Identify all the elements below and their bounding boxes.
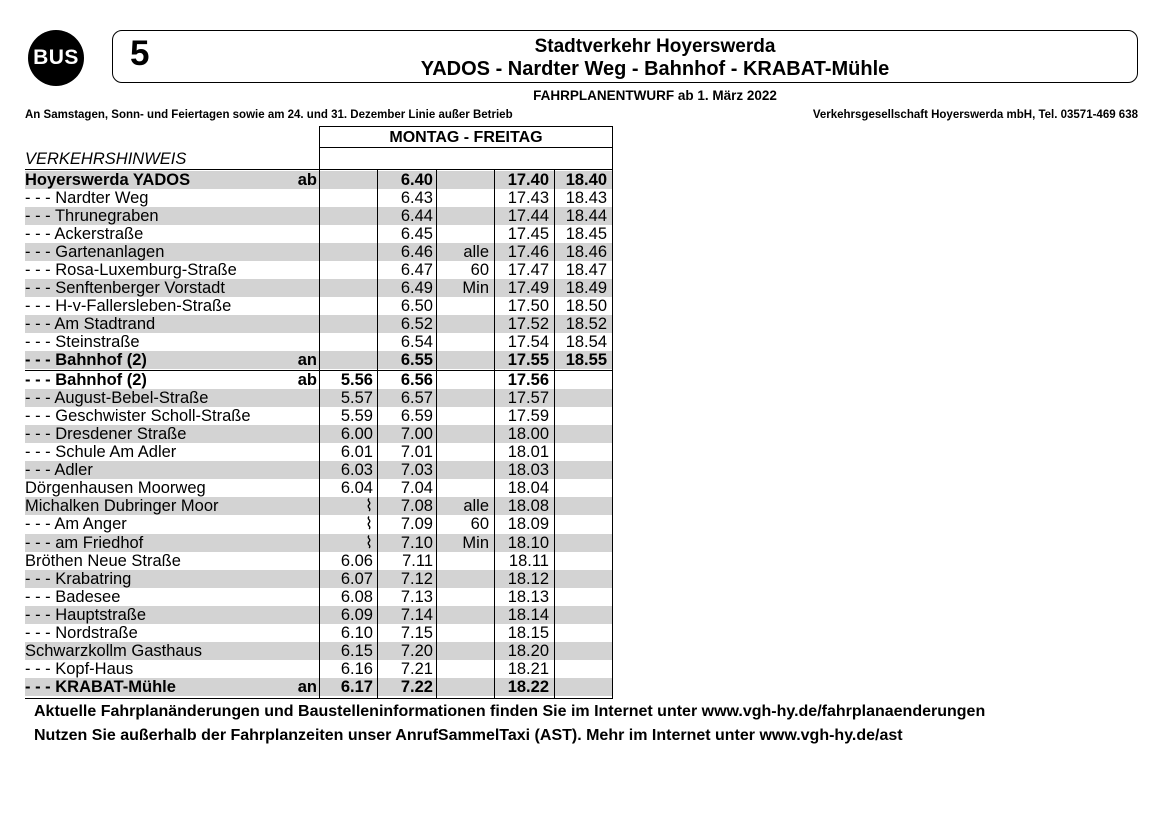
time-col-2: 7.22 — [400, 677, 433, 696]
time-col-1 — [319, 207, 373, 225]
time-col-3 — [439, 624, 489, 642]
time-col-1: 6.16 — [340, 659, 373, 678]
time-col-5 — [555, 588, 607, 606]
time-col-2: 7.03 — [400, 461, 433, 480]
time-col-4: 18.15 — [507, 623, 549, 642]
time-col-5: 18.40 — [565, 170, 607, 189]
time-col-2: 7.09 — [400, 515, 433, 534]
time-col-4: 18.20 — [507, 641, 549, 660]
column-divider — [554, 169, 555, 698]
stop-name: - - - Am Anger — [25, 515, 127, 534]
time-col-1 — [319, 171, 373, 189]
time-col-4: 17.59 — [507, 407, 549, 426]
time-col-3 — [439, 678, 489, 696]
time-col-4: 18.03 — [507, 461, 549, 480]
time-col-4: 18.12 — [507, 569, 549, 588]
stop-name: - - - Bahnhof (2) — [25, 351, 147, 369]
time-col-1 — [319, 261, 373, 279]
time-col-4: 17.56 — [507, 371, 549, 390]
time-col-1: 6.07 — [340, 569, 373, 588]
time-col-4: 17.52 — [507, 314, 549, 333]
stop-marker: an — [297, 351, 317, 369]
time-col-3: Min — [462, 278, 489, 297]
service-note: An Samstagen, Sonn- und Feiertagen sowie am 24. und 31. Dezember Linie außer Betrieb — [25, 109, 513, 121]
time-col-5 — [555, 479, 607, 497]
time-col-4: 17.40 — [507, 170, 549, 189]
stop-marker: ab — [297, 170, 317, 189]
time-col-3 — [439, 588, 489, 606]
time-col-5 — [555, 534, 607, 552]
time-col-3 — [439, 225, 489, 243]
time-col-1: ⌇ — [364, 533, 373, 552]
stop-name: - - - Thrunegraben — [25, 206, 159, 225]
time-col-4: 18.14 — [507, 605, 549, 624]
time-col-1 — [319, 279, 373, 297]
stop-name: - - - Rosa-Luxemburg-Straße — [25, 260, 237, 279]
time-col-5 — [555, 552, 607, 570]
time-col-1: 6.03 — [340, 461, 373, 480]
column-divider — [377, 169, 378, 698]
time-col-3 — [439, 660, 489, 678]
stop-name: - - - Badesee — [25, 587, 121, 606]
time-col-3 — [439, 570, 489, 588]
time-col-5: 18.52 — [565, 314, 607, 333]
column-divider — [494, 169, 495, 698]
time-col-4: 17.43 — [507, 188, 549, 207]
time-col-2: 7.04 — [400, 479, 433, 498]
time-col-5: 18.46 — [565, 242, 607, 261]
time-col-5 — [555, 515, 607, 533]
time-col-4: 17.45 — [507, 224, 549, 243]
time-col-3 — [439, 461, 489, 479]
time-col-5 — [555, 389, 607, 407]
time-col-3 — [439, 371, 489, 389]
time-col-2: 7.00 — [400, 425, 433, 444]
time-col-3: Min — [462, 533, 489, 552]
stop-name: - - - Bahnhof (2) — [25, 371, 147, 390]
time-col-2: 6.56 — [400, 371, 433, 390]
time-col-5 — [555, 642, 607, 660]
time-col-4: 18.00 — [507, 425, 549, 444]
time-col-5: 18.45 — [565, 224, 607, 243]
time-col-3 — [439, 333, 489, 351]
time-col-3 — [439, 479, 489, 497]
time-col-4: 17.50 — [507, 296, 549, 315]
time-col-1: 6.04 — [340, 479, 373, 498]
time-col-1: 6.15 — [340, 641, 373, 660]
time-col-1: 5.56 — [340, 371, 373, 390]
time-col-5: 18.47 — [565, 260, 607, 279]
time-col-4: 18.11 — [508, 551, 549, 570]
time-col-2: 6.54 — [400, 332, 433, 351]
time-col-1: 6.17 — [340, 677, 373, 696]
stop-name: - - - Steinstraße — [25, 332, 140, 351]
time-col-1 — [319, 297, 373, 315]
time-col-3: alle — [463, 497, 489, 516]
column-divider — [436, 169, 437, 698]
time-col-4: 18.21 — [507, 659, 549, 678]
stop-marker: ab — [297, 371, 317, 390]
time-col-1: 5.59 — [340, 407, 373, 426]
time-col-4: 17.47 — [507, 260, 549, 279]
time-col-5 — [555, 425, 607, 443]
time-col-5 — [555, 660, 607, 678]
time-col-3 — [439, 189, 489, 207]
time-col-5 — [555, 606, 607, 624]
time-col-4: 17.46 — [507, 242, 549, 261]
time-col-3 — [439, 425, 489, 443]
time-col-2: 7.15 — [400, 623, 433, 642]
footer-line-1: Aktuelle Fahrplanänderungen und Baustelleninformationen finden Sie im Internet unter www.vgh-hy.de/fahrplanaenderungen — [34, 703, 986, 720]
time-col-4: 18.22 — [507, 677, 549, 696]
time-col-3 — [439, 351, 489, 369]
stop-marker: an — [297, 677, 317, 696]
time-col-3 — [439, 552, 489, 570]
time-col-4: 18.08 — [507, 497, 549, 516]
time-col-5 — [555, 624, 607, 642]
time-col-3 — [439, 606, 489, 624]
time-col-2: 7.12 — [400, 569, 433, 588]
time-col-4: 17.54 — [507, 332, 549, 351]
subtitle: FAHRPLANENTWURF ab 1. März 2022 — [533, 88, 777, 103]
time-col-1 — [319, 243, 373, 261]
time-col-3 — [439, 207, 489, 225]
stop-name: - - - Adler — [25, 461, 93, 480]
title-line-1: Stadtverkehr Hoyerswerda — [534, 36, 776, 57]
stop-name: - - - am Friedhof — [25, 533, 144, 552]
stop-name: - - - H-v-Fallersleben-Straße — [25, 296, 232, 315]
time-col-2: 7.01 — [400, 443, 433, 462]
time-col-2: 7.08 — [400, 497, 433, 516]
time-col-4: 18.04 — [507, 479, 549, 498]
time-col-2: 6.40 — [400, 170, 433, 189]
time-col-4: 18.09 — [507, 515, 549, 534]
time-col-5: 18.44 — [565, 206, 607, 225]
time-col-2: 7.10 — [400, 533, 433, 552]
time-col-3 — [439, 315, 489, 333]
stop-name: - - - Hauptstraße — [25, 605, 147, 624]
day-header: MONTAG - FREITAG — [319, 126, 613, 148]
time-col-5 — [555, 570, 607, 588]
stop-name: Bröthen Neue Straße — [25, 551, 181, 570]
time-col-2: 6.52 — [400, 314, 433, 333]
stop-name: - - - Schule Am Adler — [25, 443, 177, 462]
time-col-3 — [439, 171, 489, 189]
time-col-2: 7.20 — [400, 641, 433, 660]
stop-name: - - - Geschwister Scholl-Straße — [25, 407, 251, 426]
footer-line-2: Nutzen Sie außerhalb der Fahrplanzeiten unser AnrufSammelTaxi (AST). Mehr im Internet unter www.vgh-hy.de/ast — [34, 727, 903, 744]
time-col-5 — [555, 407, 607, 425]
company-info: Verkehrsgesellschaft Hoyerswerda mbH, Tel. 03571-469 638 — [812, 109, 1138, 121]
time-col-2: 6.46 — [400, 242, 433, 261]
time-col-1: 6.06 — [340, 551, 373, 570]
time-col-2: 6.44 — [400, 206, 433, 225]
time-col-2: 6.50 — [400, 296, 433, 315]
time-col-1: 6.09 — [340, 605, 373, 624]
time-col-3: 60 — [470, 515, 489, 534]
time-col-3: alle — [463, 242, 489, 261]
time-col-2: 7.14 — [400, 605, 433, 624]
time-col-1: 6.10 — [340, 623, 373, 642]
stop-name: - - - KRABAT-Mühle — [25, 677, 176, 696]
time-col-3 — [439, 407, 489, 425]
time-col-5: 18.54 — [565, 332, 607, 351]
time-col-4: 18.13 — [507, 587, 549, 606]
column-divider — [319, 126, 320, 698]
time-col-1 — [319, 225, 373, 243]
time-col-5 — [555, 443, 607, 461]
time-col-3 — [439, 297, 489, 315]
stop-name: - - - Nordstraße — [25, 623, 138, 642]
time-col-4: 17.55 — [507, 351, 549, 369]
time-col-1 — [319, 333, 373, 351]
time-col-2: 6.47 — [400, 260, 433, 279]
time-col-5 — [555, 371, 607, 389]
time-col-5: 18.55 — [565, 351, 607, 369]
stop-name: Dörgenhausen Moorweg — [25, 479, 206, 498]
stop-name: - - - Senftenberger Vorstadt — [25, 278, 225, 297]
time-col-2: 6.55 — [400, 351, 433, 369]
time-col-4: 17.44 — [507, 206, 549, 225]
time-col-4: 18.01 — [507, 443, 549, 462]
time-col-1 — [319, 351, 373, 369]
time-col-1: 6.01 — [340, 443, 373, 462]
traffic-hint-label: VERKEHRSHINWEIS — [25, 150, 187, 168]
time-col-3 — [439, 443, 489, 461]
time-col-3: 60 — [470, 260, 489, 279]
time-col-5: 18.50 — [565, 296, 607, 315]
time-col-5 — [555, 497, 607, 515]
time-col-5 — [555, 461, 607, 479]
time-col-4: 17.57 — [507, 389, 549, 408]
stop-name: - - - Krabatring — [25, 569, 132, 588]
time-col-5 — [555, 678, 607, 696]
time-col-2: 7.21 — [400, 659, 433, 678]
time-col-1: 5.57 — [340, 389, 373, 408]
time-col-2: 6.57 — [400, 389, 433, 408]
time-col-2: 6.45 — [400, 224, 433, 243]
time-col-5: 18.49 — [565, 278, 607, 297]
stop-name: Michalken Dubringer Moor — [25, 497, 219, 516]
stop-name: Schwarzkollm Gasthaus — [25, 641, 202, 660]
time-col-1: 6.08 — [340, 587, 373, 606]
time-col-2: 6.49 — [400, 278, 433, 297]
stop-name: - - - Kopf-Haus — [25, 659, 134, 678]
stop-name: - - - Gartenanlagen — [25, 242, 165, 261]
time-col-1: ⌇ — [364, 497, 373, 516]
time-col-2: 6.43 — [400, 188, 433, 207]
time-col-1 — [319, 189, 373, 207]
stop-name: - - - August-Bebel-Straße — [25, 389, 209, 408]
stop-name: - - - Dresdener Straße — [25, 425, 187, 444]
stop-name: Hoyerswerda YADOS — [25, 170, 191, 189]
title-line-2: YADOS - Nardter Weg - Bahnhof - KRABAT-Mühle — [420, 58, 890, 80]
time-col-1: ⌇ — [364, 515, 373, 534]
time-col-3 — [439, 389, 489, 407]
time-col-2: 7.13 — [400, 587, 433, 606]
time-col-1 — [319, 315, 373, 333]
column-divider — [612, 126, 613, 698]
line-number: 5 — [130, 34, 150, 73]
stop-name: - - - Am Stadtrand — [25, 314, 156, 333]
stop-name: - - - Ackerstraße — [25, 224, 144, 243]
bus-logo: BUS — [28, 30, 84, 86]
time-col-5: 18.43 — [565, 188, 607, 207]
time-col-3 — [439, 642, 489, 660]
stop-name: - - - Nardter Weg — [25, 188, 149, 207]
time-col-4: 17.49 — [507, 278, 549, 297]
time-col-2: 6.59 — [400, 407, 433, 426]
time-col-1: 6.00 — [340, 425, 373, 444]
time-col-2: 7.11 — [402, 551, 433, 570]
time-col-4: 18.10 — [507, 533, 549, 552]
